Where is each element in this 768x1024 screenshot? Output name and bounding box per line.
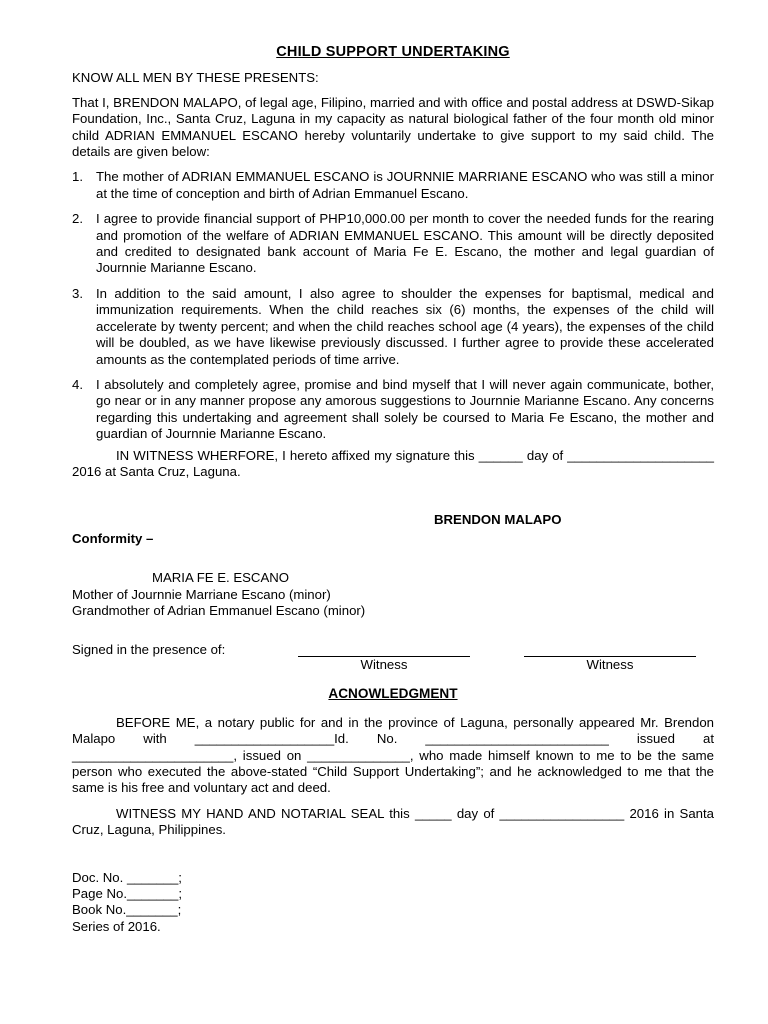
signed-presence-label: Signed in the presence of: [72, 642, 226, 658]
signature-line [524, 642, 696, 657]
item-text: The mother of ADRIAN EMMANUEL ESCANO is JOURNNIE MARRIANE ESCANO who was still a minor at the time of conception and birth of Adrian Emmanuel Escano. [96, 169, 714, 201]
witness-2 [524, 642, 696, 673]
undertaking-items [72, 169, 714, 442]
document-page [72, 44, 714, 935]
signatory-name: BRENDON MALAPO [434, 512, 562, 528]
list-item [72, 169, 714, 202]
item-number: 1. [72, 169, 83, 185]
witness-1 [298, 642, 470, 673]
conformer-name: MARIA FE E. ESCANO [152, 570, 290, 586]
item-number: 3. [72, 285, 83, 301]
witness-label: Witness [360, 657, 408, 673]
signature-line [298, 642, 470, 657]
item-number: 2. [72, 211, 83, 227]
item-number: 4. [72, 376, 83, 392]
intro-paragraph: That I, BRENDON MALAPO, of legal age, Filipino, married and with office and postal address at DSWD-Sikap Foundation, Inc., Santa Cruz, Laguna in my capacity as natural biological father of the four month old minor child ADRIAN EMMANUEL ESCANO hereby voluntarily undertake to give support to my said child. The details are given below: [72, 94, 714, 160]
list-item [72, 377, 714, 443]
item-text: In addition to the said amount, I also agree to shoulder the expenses for baptismal, medical and immunization requirements. When the child reaches six (6) months, the expenses of the child will accelerate by twenty percent; and when the child reaches school age (4 years), the expenses of the child will be doubled, as we have likewise previously discussed. I further agree to provide these accelerated amounts as the contemplated periods of time arrive. [96, 285, 714, 367]
witness-section [72, 642, 714, 676]
page-number: Page No._______; [72, 886, 182, 902]
item-text: I agree to provide financial support of PHP10,000.00 per month to cover the needed funds for the rearing and promotion of the welfare of ADRIAN EMMANUEL ESCANO. This amount will be directly deposited and credited to designated bank account of Maria Fe E. Escano, the mother and legal guardian of Journnie Marianne Escano. [96, 211, 714, 276]
witness-label: Witness [586, 657, 634, 673]
series-year: Series of 2016. [72, 918, 161, 934]
list-item [72, 211, 714, 277]
notarial-clause: WITNESS MY HAND AND NOTARIAL SEAL this _____ day of _________________ 2016 in Santa Cruz, Laguna, Philippines. [72, 805, 714, 838]
opening-line: KNOW ALL MEN BY THESE PRESENTS: [72, 70, 319, 86]
witness-clause: IN WITNESS WHERFORE, I hereto affixed my signature this ______ day of ____________________ 2016 at Santa Cruz, Laguna. [72, 447, 714, 479]
conformer-role-2: Grandmother of Adrian Emmanuel Escano (minor) [72, 602, 366, 618]
doc-number: Doc. No. _______; [72, 869, 182, 885]
document-title: CHILD SUPPORT UNDERTAKING [276, 44, 510, 60]
notarial-register [72, 870, 714, 936]
item-text: I absolutely and completely agree, promise and bind myself that I will never again communicate, bother, go near or in any manner propose any amorous suggestions to Journnie Marianne Escano. Any concerns regarding this undertaking and agreement shall solely be coursed to Maria Fe Escano, the mother and guardian of Journnie Marianne Escano. [96, 376, 714, 442]
list-item [72, 286, 714, 368]
conformer-role-1: Mother of Journnie Marriane Escano (minor) [72, 586, 331, 602]
book-number: Book No._______; [72, 902, 182, 918]
acknowledgment-body: BEFORE ME, a notary public for and in the province of Laguna, personally appeared Mr. Brendon Malapo with ___________________Id. No. _________________________ issued at ______________________, issued on ______________, who made himself known to me to be the same person who executed the above-stated “Child Support Undertaking”; and he acknowledged to me that the same is his free and voluntary act and deed. [72, 714, 714, 796]
conformity-label: Conformity – [72, 530, 154, 546]
acknowledgment-title: ACNOWLEDGMENT [328, 686, 458, 702]
